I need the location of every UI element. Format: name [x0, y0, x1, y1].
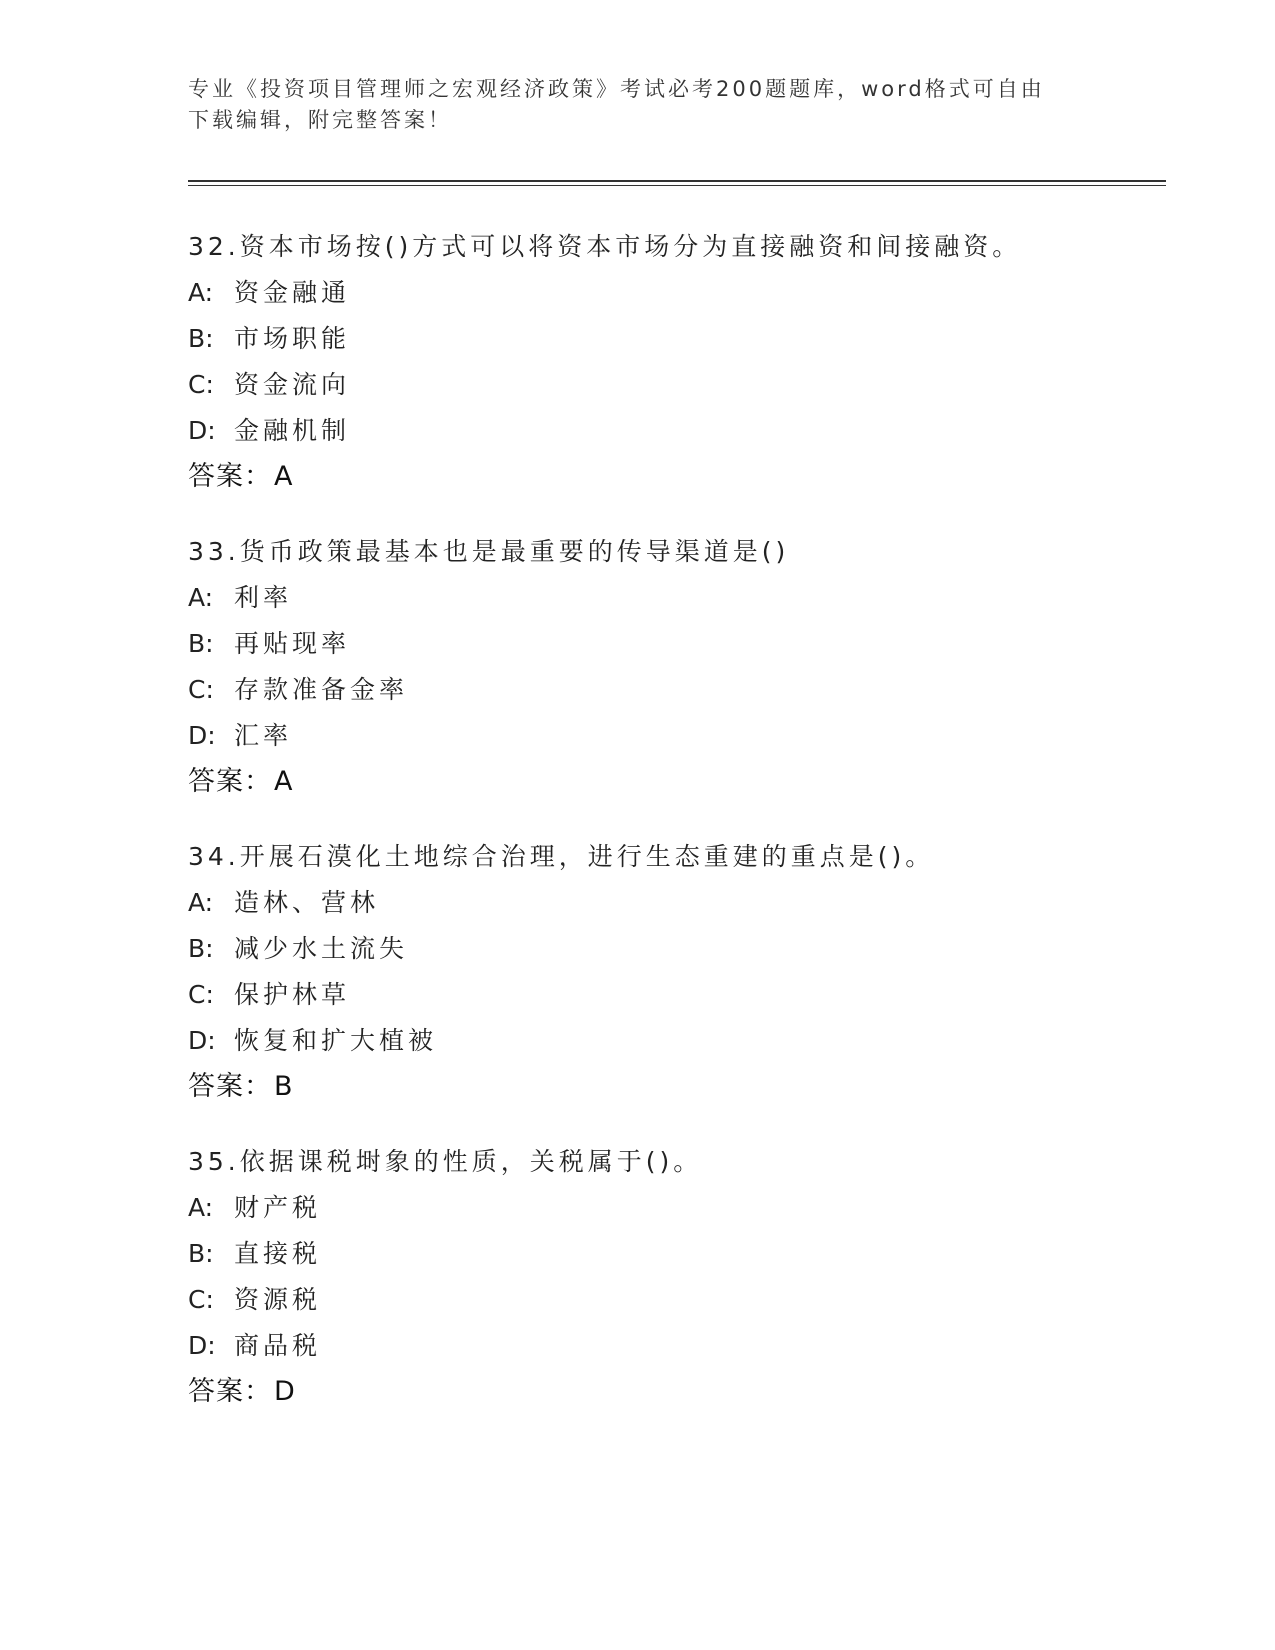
option-text: 市场职能 [234, 324, 351, 353]
header-divider-thick [188, 180, 1166, 182]
option-c [188, 675, 1168, 705]
option-letter: D: [188, 1026, 216, 1055]
option-c [188, 980, 1168, 1010]
option-d [188, 1026, 1168, 1056]
question-32 [188, 232, 1168, 492]
option-d [188, 1331, 1168, 1361]
question-33 [188, 537, 1168, 797]
header-line-2: 下载编辑，附完整答案！ [188, 108, 452, 132]
question-stem: 35.依据课税埘象的性质，关税属于()。 [188, 1147, 703, 1176]
option-a [188, 1193, 1168, 1223]
header-divider-thin [188, 185, 1166, 186]
answer-line [188, 767, 1168, 797]
option-letter: D: [188, 721, 216, 750]
option-text: 财产税 [234, 1193, 322, 1222]
option-letter: A: [188, 278, 214, 307]
option-text: 减少水土流失 [234, 934, 409, 963]
option-a [188, 278, 1168, 308]
header-title [188, 74, 1088, 136]
option-text: 资源税 [234, 1285, 322, 1314]
question-35 [188, 1147, 1168, 1407]
answer-value: A [274, 461, 294, 492]
option-text: 商品税 [234, 1331, 322, 1360]
answer-value: D [274, 1376, 296, 1407]
option-text: 存款准备金率 [234, 675, 409, 704]
option-letter: D: [188, 1331, 216, 1360]
question-stem: 33.货币政策最基本也是最重要的传导渠道是() [188, 537, 790, 566]
option-letter: B: [188, 934, 214, 963]
answer-line [188, 1072, 1168, 1102]
option-letter: D: [188, 416, 216, 445]
answer-label: 答案： [188, 1376, 272, 1407]
option-text: 金融机制 [234, 416, 351, 445]
option-letter: A: [188, 1193, 214, 1222]
option-c [188, 370, 1168, 400]
answer-line [188, 1377, 1168, 1407]
answer-label: 答案： [188, 461, 272, 492]
option-text: 资金流向 [234, 370, 351, 399]
option-a [188, 583, 1168, 613]
option-b [188, 1239, 1168, 1269]
option-letter: B: [188, 1239, 214, 1268]
answer-value: B [274, 1071, 294, 1102]
option-letter: C: [188, 980, 214, 1009]
option-letter: C: [188, 1285, 214, 1314]
option-d [188, 721, 1168, 751]
option-c [188, 1285, 1168, 1315]
question-stem: 34.开展石漠化土地综合治理，进行生态重建的重点是()。 [188, 842, 935, 871]
option-text: 造林、营林 [234, 888, 380, 917]
option-b [188, 324, 1168, 354]
option-text: 汇率 [234, 721, 293, 750]
option-letter: C: [188, 370, 214, 399]
answer-value: A [274, 766, 294, 797]
question-34 [188, 842, 1168, 1102]
answer-line [188, 462, 1168, 492]
option-text: 利率 [234, 583, 293, 612]
option-text: 直接税 [234, 1239, 322, 1268]
option-letter: B: [188, 324, 214, 353]
option-a [188, 888, 1168, 918]
option-letter: C: [188, 675, 214, 704]
answer-label: 答案： [188, 766, 272, 797]
option-text: 资金融通 [234, 278, 351, 307]
header-line-1: 专业《投资项目管理师之宏观经济政策》考试必考200题题库，word格式可自由 [188, 77, 1045, 101]
option-text: 再贴现率 [234, 629, 351, 658]
question-stem: 32.资本市场按()方式可以将资本市场分为直接融资和间接融资。 [188, 232, 1022, 261]
option-text: 恢复和扩大植被 [234, 1026, 438, 1055]
option-b [188, 934, 1168, 964]
option-letter: A: [188, 583, 214, 612]
option-d [188, 416, 1168, 446]
option-b [188, 629, 1168, 659]
answer-label: 答案： [188, 1071, 272, 1102]
option-letter: B: [188, 629, 214, 658]
option-text: 保护林草 [234, 980, 351, 1009]
option-letter: A: [188, 888, 214, 917]
